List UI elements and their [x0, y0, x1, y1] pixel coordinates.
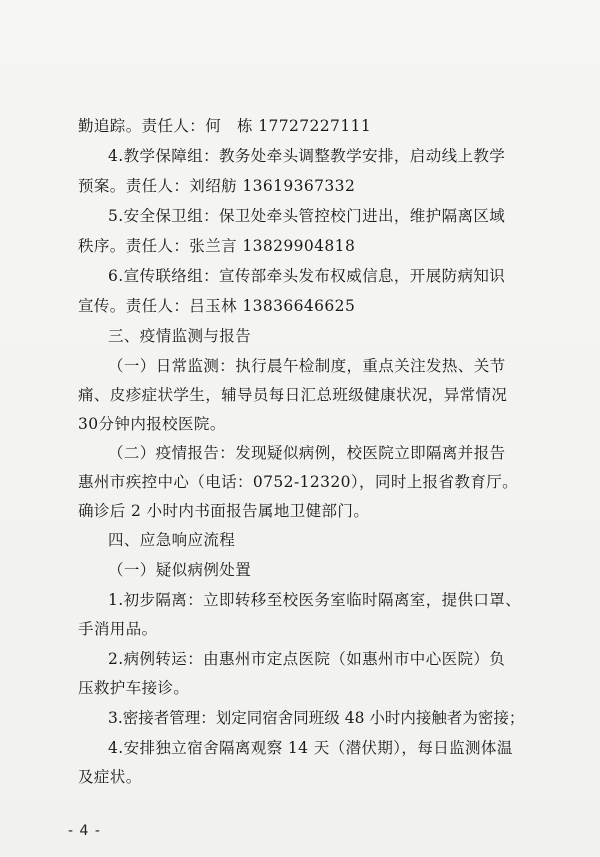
text-line-13: 惠州市疾控中心（电话：0752-12320），同时上报省教育厅。 [78, 473, 519, 491]
text-line-7: 宣传。责任人：吕玉林 13836646625 [78, 297, 356, 315]
text-line-18: 手消用品。 [78, 620, 158, 638]
text-line-4: 5.安全保卫组：保卫处牵头管控校门进出，维护隔离区域 [108, 207, 506, 225]
page-number: - 4 - [68, 823, 101, 839]
section-heading-3: 三、疫情监测与报告 [108, 327, 252, 345]
text-line-11: 30分钟内报校医院。 [78, 415, 226, 433]
text-line-21: 3.密接者管理：划定同宿舍同班级 48 小时内接触者为密接； [108, 709, 525, 727]
text-line-5: 秩序。责任人：张兰言 13829904818 [78, 237, 356, 255]
text-line-6: 6.宣传联络组：宣传部牵头发布权威信息，开展防病知识 [108, 267, 506, 285]
text-line-14: 确诊后 2 小时内书面报告属地卫健部门。 [78, 502, 370, 520]
text-line-23: 及症状。 [78, 768, 142, 786]
text-line-12: （二）疫情报告：发现疑似病例，校医院立即隔离并报告 [108, 444, 506, 462]
text-line-20: 压救护车接诊。 [78, 679, 190, 697]
section-heading-4: 四、应急响应流程 [108, 531, 236, 549]
text-line-22: 4.安排独立宿舍隔离观察 14 天（潜伏期），每日监测体温 [108, 739, 513, 757]
text-line-9: （一）日常监测：执行晨午检制度，重点关注发热、关节 [108, 357, 506, 375]
text-line-17: 1.初步隔离：立即转移至校医务室临时隔离室，提供口罩、 [108, 591, 522, 609]
subsection-heading: （一）疑似病例处置 [108, 561, 252, 579]
text-line-10: 痛、皮疹症状学生，辅导员每日汇总班级健康状况，异常情况 [78, 386, 508, 404]
text-line-1: 勤追踪。责任人：何 栋 17727227111 [78, 117, 372, 135]
text-line-3: 预案。责任人：刘绍舫 13619367332 [78, 177, 356, 195]
text-line-19: 2.病例转运：由惠州市定点医院（如惠州市中心医院）负 [108, 650, 506, 668]
text-line-2: 4.教学保障组：教务处牵头调整教学安排，启动线上教学 [108, 147, 506, 165]
